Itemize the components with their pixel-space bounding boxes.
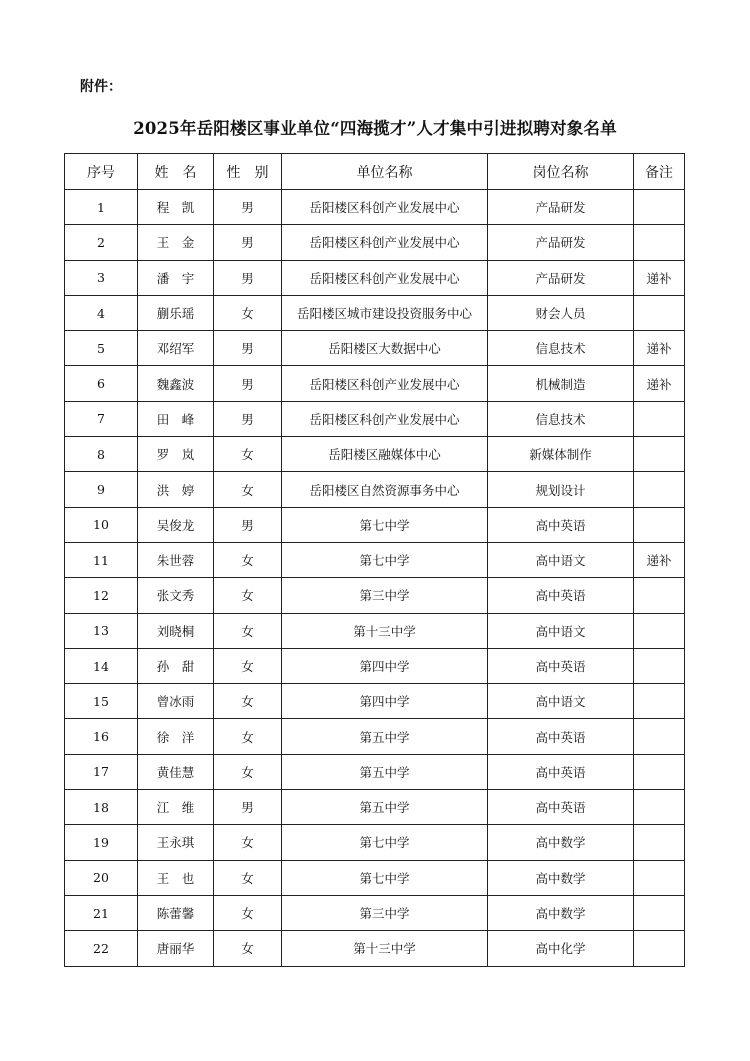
cell-gender: 女 — [214, 825, 282, 860]
cell-note: 递补 — [634, 260, 685, 295]
cell-name: 魏鑫波 — [138, 366, 214, 401]
cell-unit: 岳阳楼区科创产业发展中心 — [282, 190, 488, 225]
header-row — [65, 154, 685, 190]
cell-position: 高中语文 — [488, 613, 634, 648]
cell-position: 机械制造 — [488, 366, 634, 401]
cell-gender: 女 — [214, 860, 282, 895]
table-row — [65, 648, 685, 683]
table-row — [65, 895, 685, 930]
table-row — [65, 295, 685, 330]
cell-position: 新媒体制作 — [488, 437, 634, 472]
table-row — [65, 790, 685, 825]
table-row — [65, 401, 685, 436]
cell-gender: 男 — [214, 790, 282, 825]
cell-name: 洪 婷 — [138, 472, 214, 507]
cell-index: 13 — [65, 613, 138, 648]
attachment-label: 附件： — [80, 79, 122, 95]
column-header-index: 序号 — [65, 154, 138, 190]
cell-gender: 女 — [214, 648, 282, 683]
column-header-unit: 单位名称 — [282, 154, 488, 190]
table-row — [65, 225, 685, 260]
cell-index: 1 — [65, 190, 138, 225]
cell-unit: 第五中学 — [282, 719, 488, 754]
cell-unit: 岳阳楼区科创产业发展中心 — [282, 401, 488, 436]
cell-unit: 第三中学 — [282, 578, 488, 613]
table-row — [65, 931, 685, 966]
cell-index: 8 — [65, 437, 138, 472]
cell-index: 17 — [65, 754, 138, 789]
table-row — [65, 754, 685, 789]
candidate-table — [64, 153, 685, 967]
cell-index: 4 — [65, 295, 138, 330]
cell-index: 7 — [65, 401, 138, 436]
cell-note — [634, 507, 685, 542]
cell-unit: 第七中学 — [282, 860, 488, 895]
cell-index: 15 — [65, 684, 138, 719]
table-row — [65, 684, 685, 719]
cell-note — [634, 719, 685, 754]
cell-position: 产品研发 — [488, 190, 634, 225]
cell-note — [634, 790, 685, 825]
cell-name: 邓绍军 — [138, 331, 214, 366]
cell-unit: 岳阳楼区科创产业发展中心 — [282, 260, 488, 295]
cell-index: 22 — [65, 931, 138, 966]
cell-note: 递补 — [634, 331, 685, 366]
cell-unit: 岳阳楼区科创产业发展中心 — [282, 366, 488, 401]
cell-index: 20 — [65, 860, 138, 895]
cell-unit: 第四中学 — [282, 684, 488, 719]
cell-note: 递补 — [634, 366, 685, 401]
cell-index: 3 — [65, 260, 138, 295]
table-body — [65, 190, 685, 967]
cell-index: 18 — [65, 790, 138, 825]
cell-position: 规划设计 — [488, 472, 634, 507]
column-header-gender: 性 别 — [214, 154, 282, 190]
table-row — [65, 190, 685, 225]
table-row — [65, 578, 685, 613]
cell-gender: 男 — [214, 190, 282, 225]
cell-position: 高中数学 — [488, 895, 634, 930]
cell-gender: 男 — [214, 507, 282, 542]
cell-unit: 第五中学 — [282, 754, 488, 789]
cell-note — [634, 578, 685, 613]
cell-index: 2 — [65, 225, 138, 260]
cell-unit: 第五中学 — [282, 790, 488, 825]
cell-index: 10 — [65, 507, 138, 542]
cell-note — [634, 295, 685, 330]
cell-position: 产品研发 — [488, 225, 634, 260]
table-row — [65, 437, 685, 472]
cell-name: 张文秀 — [138, 578, 214, 613]
cell-position: 信息技术 — [488, 401, 634, 436]
cell-note — [634, 895, 685, 930]
cell-gender: 女 — [214, 613, 282, 648]
cell-gender: 女 — [214, 578, 282, 613]
table-row — [65, 366, 685, 401]
cell-position: 高中英语 — [488, 719, 634, 754]
cell-name: 蒯乐瑶 — [138, 295, 214, 330]
cell-unit: 第四中学 — [282, 648, 488, 683]
cell-note — [634, 472, 685, 507]
column-header-note: 备注 — [634, 154, 685, 190]
cell-name: 刘晓桐 — [138, 613, 214, 648]
cell-unit: 岳阳楼区自然资源事务中心 — [282, 472, 488, 507]
cell-index: 11 — [65, 542, 138, 577]
cell-note — [634, 860, 685, 895]
cell-index: 6 — [65, 366, 138, 401]
cell-unit: 第七中学 — [282, 507, 488, 542]
cell-gender: 女 — [214, 719, 282, 754]
cell-gender: 女 — [214, 931, 282, 966]
table-row — [65, 719, 685, 754]
cell-note — [634, 401, 685, 436]
cell-name: 江 维 — [138, 790, 214, 825]
cell-name: 罗 岚 — [138, 437, 214, 472]
cell-unit: 岳阳楼区城市建设投资服务中心 — [282, 295, 488, 330]
cell-position: 高中语文 — [488, 684, 634, 719]
cell-position: 高中语文 — [488, 542, 634, 577]
cell-position: 高中英语 — [488, 578, 634, 613]
cell-gender: 女 — [214, 472, 282, 507]
cell-gender: 男 — [214, 366, 282, 401]
cell-name: 朱世蓉 — [138, 542, 214, 577]
cell-note — [634, 684, 685, 719]
cell-name: 吴俊龙 — [138, 507, 214, 542]
table-row — [65, 613, 685, 648]
cell-gender: 男 — [214, 331, 282, 366]
cell-position: 财会人员 — [488, 295, 634, 330]
table-row — [65, 472, 685, 507]
table-row — [65, 331, 685, 366]
column-header-position: 岗位名称 — [488, 154, 634, 190]
cell-name: 陈蕾馨 — [138, 895, 214, 930]
cell-note — [634, 190, 685, 225]
cell-note — [634, 437, 685, 472]
cell-gender: 男 — [214, 401, 282, 436]
cell-name: 曾冰雨 — [138, 684, 214, 719]
cell-index: 16 — [65, 719, 138, 754]
cell-name: 王 也 — [138, 860, 214, 895]
table-row — [65, 825, 685, 860]
cell-position: 高中英语 — [488, 648, 634, 683]
cell-name: 潘 宇 — [138, 260, 214, 295]
cell-note — [634, 754, 685, 789]
cell-gender: 女 — [214, 542, 282, 577]
cell-index: 12 — [65, 578, 138, 613]
cell-position: 高中英语 — [488, 790, 634, 825]
cell-name: 徐 洋 — [138, 719, 214, 754]
cell-unit: 岳阳楼区科创产业发展中心 — [282, 225, 488, 260]
cell-unit: 第十三中学 — [282, 931, 488, 966]
cell-gender: 女 — [214, 754, 282, 789]
table-header — [65, 154, 685, 190]
cell-name: 唐丽华 — [138, 931, 214, 966]
cell-gender: 女 — [214, 684, 282, 719]
column-header-name: 姓 名 — [138, 154, 214, 190]
table-row — [65, 860, 685, 895]
cell-unit: 第三中学 — [282, 895, 488, 930]
cell-note: 递补 — [634, 542, 685, 577]
cell-index: 14 — [65, 648, 138, 683]
cell-position: 高中化学 — [488, 931, 634, 966]
cell-name: 程 凯 — [138, 190, 214, 225]
cell-unit: 第七中学 — [282, 542, 488, 577]
cell-gender: 男 — [214, 260, 282, 295]
table-row — [65, 507, 685, 542]
cell-gender: 男 — [214, 225, 282, 260]
cell-position: 高中英语 — [488, 507, 634, 542]
cell-unit: 第十三中学 — [282, 613, 488, 648]
cell-name: 王永琪 — [138, 825, 214, 860]
cell-name: 黄佳慧 — [138, 754, 214, 789]
cell-gender: 女 — [214, 895, 282, 930]
cell-index: 9 — [65, 472, 138, 507]
cell-unit: 岳阳楼区融媒体中心 — [282, 437, 488, 472]
cell-index: 5 — [65, 331, 138, 366]
cell-index: 19 — [65, 825, 138, 860]
cell-unit: 岳阳楼区大数据中心 — [282, 331, 488, 366]
cell-gender: 女 — [214, 295, 282, 330]
cell-position: 高中英语 — [488, 754, 634, 789]
cell-unit: 第七中学 — [282, 825, 488, 860]
cell-note — [634, 931, 685, 966]
cell-index: 21 — [65, 895, 138, 930]
cell-position: 高中数学 — [488, 860, 634, 895]
cell-name: 王 金 — [138, 225, 214, 260]
cell-position: 产品研发 — [488, 260, 634, 295]
cell-position: 信息技术 — [488, 331, 634, 366]
cell-note — [634, 225, 685, 260]
table-row — [65, 542, 685, 577]
cell-note — [634, 825, 685, 860]
cell-note — [634, 648, 685, 683]
document-title: 2025年岳阳楼区事业单位“四海揽才”人才集中引进拟聘对象名单 — [133, 119, 617, 138]
cell-name: 田 峰 — [138, 401, 214, 436]
cell-note — [634, 613, 685, 648]
cell-name: 孙 甜 — [138, 648, 214, 683]
table-row — [65, 260, 685, 295]
cell-gender: 女 — [214, 437, 282, 472]
cell-position: 高中数学 — [488, 825, 634, 860]
